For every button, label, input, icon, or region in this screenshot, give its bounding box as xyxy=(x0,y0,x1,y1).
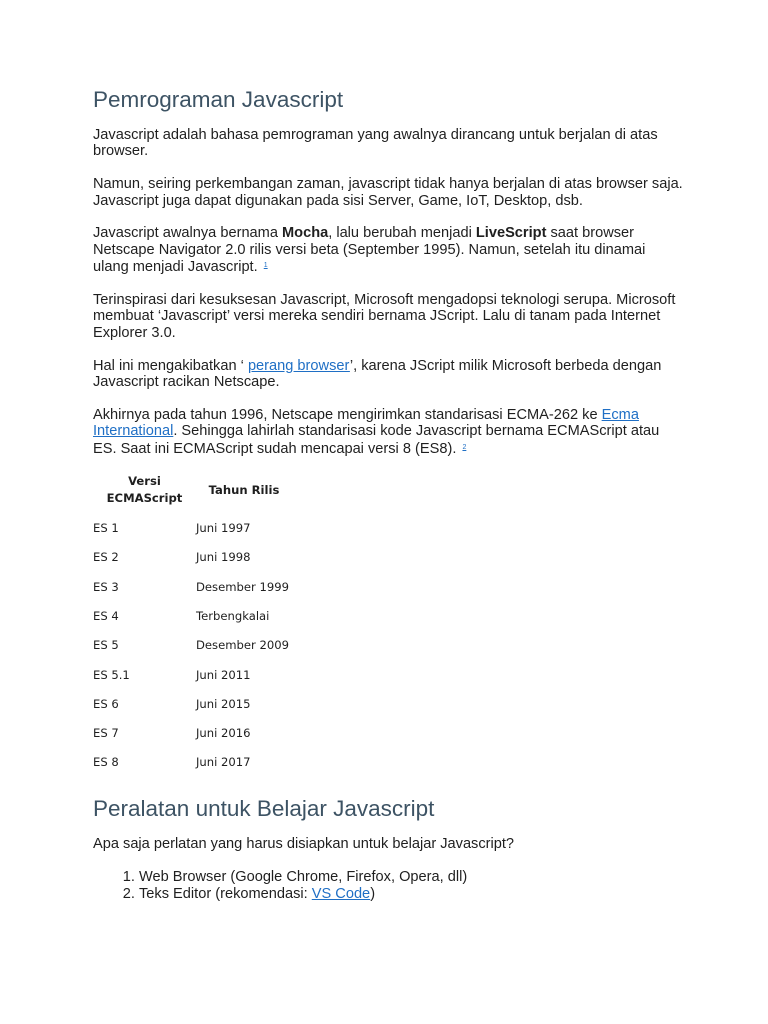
table-row xyxy=(93,660,292,689)
cell-year: Desember 2009 xyxy=(196,638,289,653)
header-versi-ecmascript: Versi ECMAScript xyxy=(106,474,183,506)
table-row xyxy=(93,572,292,601)
list-item-web-browser: 1. Web Browser (Google Chrome, Firefox, Opera, dll) xyxy=(139,869,683,886)
paragraph-intro: Javascript adalah bahasa pemrograman yang awalnya dirancang untuk berjalan di atas browser. xyxy=(93,127,658,160)
cell-year: Desember 1999 xyxy=(196,579,289,594)
cell-version: ES 5 xyxy=(93,638,119,653)
paragraph-sejarah-nama: Javascript awalnya bernama Mocha, lalu berubah menjadi LiveScript saat browser Netscape Navigator 2.0 rilis versi beta (September 1995). Namun, setelah itu dinamai ulang menjadi Javascript. $^1$ xyxy=(93,225,646,276)
table-row xyxy=(93,719,292,748)
paragraph-perkembangan: Namun, seiring perkembangan zaman, javascript tidak hanya berjalan di atas browser saja. Javascript juga dapat digunakan pada sisi Server, Game, IoT, Desktop, dsb. xyxy=(93,176,683,209)
tools-list xyxy=(93,869,683,903)
table-row xyxy=(93,631,292,660)
link-perang-browser[interactable]: perang browser xyxy=(247,357,350,374)
heading-peralatan-belajar: Peralatan untuk Belajar Javascript xyxy=(93,796,435,822)
table-row xyxy=(93,689,292,718)
cell-year: Terbengkalai xyxy=(196,608,270,623)
footnote-link-2[interactable]: 2 xyxy=(462,443,467,451)
footnote-link-1[interactable]: 1 xyxy=(263,262,268,270)
cell-year: Juni 1998 xyxy=(196,550,251,565)
cell-year: Juni 2015 xyxy=(196,696,251,711)
table-row xyxy=(93,748,292,777)
cell-version: ES 1 xyxy=(93,521,119,536)
cell-year: Juni 1997 xyxy=(196,521,251,536)
cell-version: ES 4 xyxy=(93,608,119,623)
table-header-row xyxy=(93,473,292,507)
bold-mocha: Mocha xyxy=(282,225,329,242)
cell-version: ES 2 xyxy=(93,550,119,565)
table-row xyxy=(93,543,292,572)
paragraph-peralatan-question: Apa saja perlatan yang harus disiapkan untuk belajar Javascript? xyxy=(93,836,515,853)
ecmascript-versions-table xyxy=(93,473,292,777)
table-row xyxy=(93,507,292,542)
cell-version: ES 5.1 xyxy=(93,667,130,682)
header-tahun-rilis: Tahun Rilis xyxy=(208,482,280,497)
link-ecma-international[interactable]: Ecma International xyxy=(93,406,639,440)
bold-livescript: LiveScript xyxy=(475,225,547,242)
cell-version: ES 3 xyxy=(93,579,119,594)
link-vs-code[interactable]: VS Code xyxy=(311,885,371,902)
cell-year: Juni 2017 xyxy=(196,755,251,770)
paragraph-perang-browser: Hal ini mengakibatkan ‘ perang browser’, karena JScript milik Microsoft berbeda dengan Javascript racikan Netscape. xyxy=(93,357,662,391)
cell-year: Juni 2011 xyxy=(196,667,251,682)
list-item-text-editor: 2. Teks Editor (rekomendasi: VS Code) xyxy=(139,886,683,903)
paragraph-ecma: Akhirnya pada tahun 1996, Netscape mengirimkan standarisasi ECMA-262 ke Ecma International. Sehingga lahirlah standarisasi kode Javascript bernama ECMAScript atau ES. Saat ini ECMAScript sudah mencapai versi 8 (ES8). $^2$ xyxy=(93,406,660,457)
heading-pemrograman-javascript: Pemrograman Javascript xyxy=(93,87,344,112)
paragraph-microsoft: Terinspirasi dari kesuksesan Javascript, Microsoft mengadopsi teknologi serupa. Microsoft membuat ‘Javascript’ versi mereka sendiri bernama JScript. Lalu di tanam pada Internet Explorer 3.0. xyxy=(93,292,676,341)
cell-year: Juni 2016 xyxy=(196,726,251,741)
cell-version: ES 7 xyxy=(93,726,119,741)
table-row xyxy=(93,601,292,630)
cell-version: ES 8 xyxy=(93,755,119,770)
cell-version: ES 6 xyxy=(93,696,119,711)
